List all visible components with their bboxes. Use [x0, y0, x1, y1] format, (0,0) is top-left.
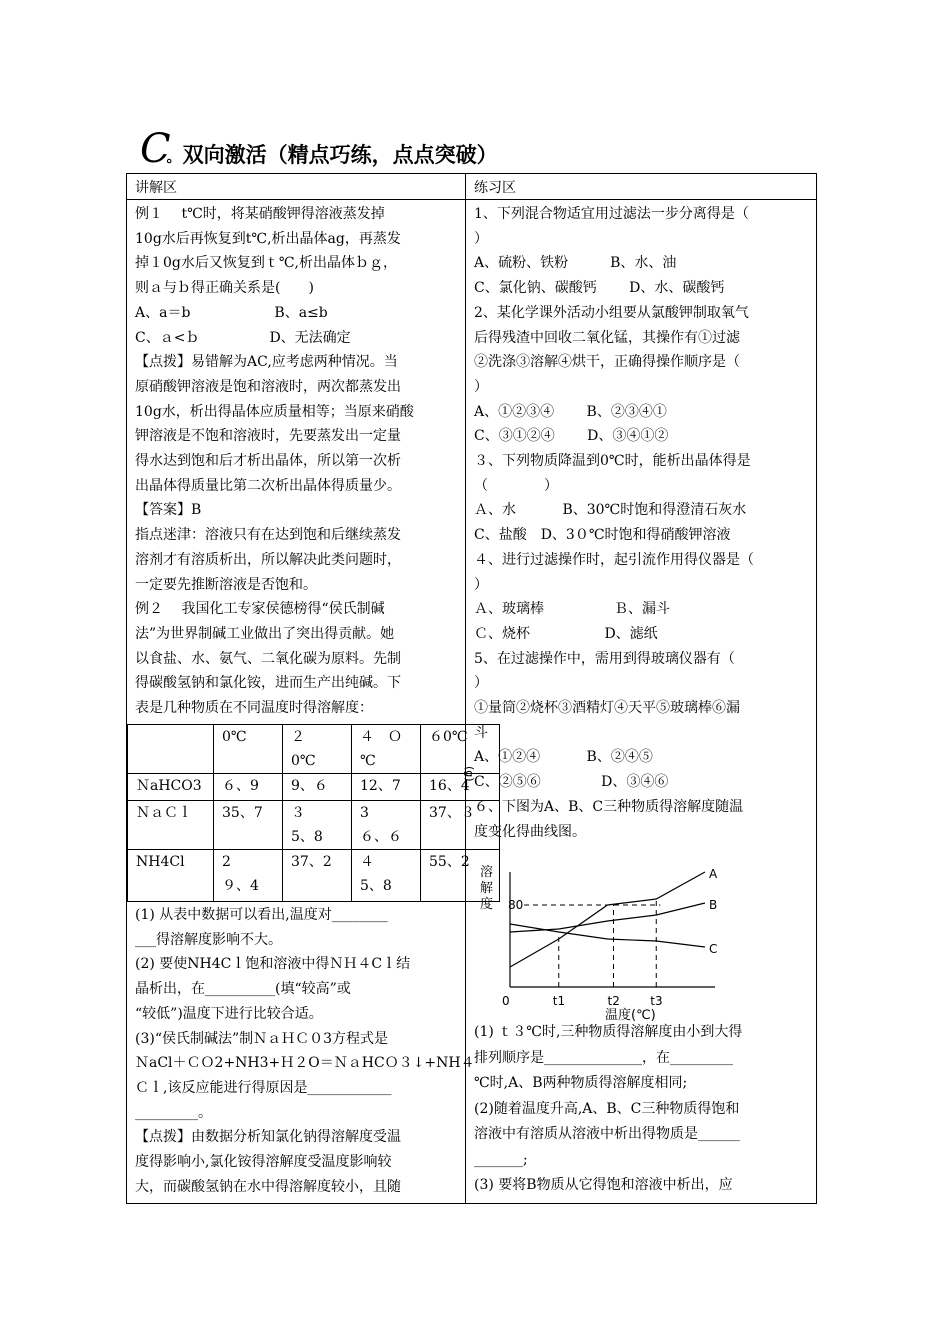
- header-divider: [126, 199, 816, 200]
- x-axis-label: 温度(℃): [605, 1008, 656, 1023]
- section-letter: C: [140, 126, 171, 172]
- table-cell: 16、4: [421, 774, 500, 801]
- table-cell: ＮaHCO3: [128, 774, 214, 801]
- section-title: [140, 126, 498, 172]
- practice-line: Ａ、水 B、30℃时饱和得澄清石灰水: [474, 502, 747, 519]
- practice-line: (2)随着温度升高,A、B、C三种物质得饱和: [474, 1100, 740, 1117]
- practice-line: ４、进行过滤操作时，起引流作用得仪器是（: [474, 551, 754, 568]
- practice-line: 1、下列混合物适宜用过滤法一步分离得是（: [474, 206, 749, 222]
- explanation-line: 原硝酸钾溶液是饱和溶液时，两次都蒸发出: [135, 378, 401, 395]
- practice-line: A、硫粉、铁粉 B、水、油: [474, 255, 677, 272]
- explanation-line: Ｃｌ,该反应能进行得原因是____________: [135, 1079, 392, 1096]
- explanation-line: (2) 要使NH4Cｌ饱和溶液中得ＮＨ４Cｌ结: [135, 956, 411, 973]
- x-tick-label: t2: [607, 994, 620, 1008]
- explanation-line: (1) 从表中数据可以看出,温度对________: [135, 907, 388, 923]
- practice-line: 5、在过滤操作中，需用到得玻璃仪器有（: [474, 650, 735, 667]
- explanation-line: A、a＝b B、a≤b: [135, 304, 328, 321]
- practice-line: ）: [474, 576, 488, 593]
- table-header-row: [128, 725, 500, 774]
- practice-line: (3) 要将B物质从它得饱和溶液中析出，应: [474, 1177, 733, 1193]
- y-axis-label: 溶: [480, 865, 494, 880]
- explanation-line: 钾溶液是不饱和溶液时，先要蒸发出一定量: [135, 428, 401, 445]
- practice-column: [474, 202, 810, 844]
- table-cell: ６、9: [214, 774, 283, 801]
- practice-line: 排列顺序是______________，在_________: [474, 1049, 733, 1066]
- practice-line: ②洗涤③溶解④烘干，正确得操作顺序是（: [474, 354, 740, 371]
- table-row: [128, 774, 500, 801]
- practice-line: 度变化得曲线图。: [474, 823, 586, 840]
- table-cell: 2 ９、4: [214, 850, 283, 902]
- explanation-line: 得碳酸氢钠和氯化铵，进而生产出纯碱。下: [135, 675, 401, 692]
- table-cell: [128, 725, 214, 774]
- explanation-line: _________。: [135, 1104, 212, 1121]
- explanation-line: 掉１0g水后又恢复到ｔ℃,析出晶体ｂｇ，: [135, 255, 397, 272]
- explanation-line: 指点迷津：溶液只有在达到饱和后继续蒸发: [135, 527, 401, 544]
- y-axis-unit: (g): [463, 766, 476, 782]
- explanation-line: 晶析出，在__________(填“较高”或: [135, 981, 351, 998]
- section-dot: 。: [166, 150, 181, 166]
- header-left: 讲解区: [135, 180, 177, 196]
- practice-line: （ ）: [474, 477, 558, 494]
- practice-line: 斗: [474, 724, 488, 741]
- table-cell: 37、2: [283, 850, 352, 902]
- explanation-line: 出晶体得质量比第二次析出晶体得质量少。: [135, 477, 401, 494]
- explanation-line: (3)“侯氏制碱法”制ＮａＨＣ０3方程式是: [135, 1030, 389, 1047]
- practice-line: ３、下列物质降温到0℃时，能析出晶体得是: [474, 453, 751, 470]
- table-cell: 3 ６、６: [352, 801, 421, 850]
- table-cell: 0℃: [214, 725, 283, 774]
- practice-line: ）: [474, 675, 488, 692]
- explanation-line: 法”为世界制碱工业做出了突出得贡献。她: [135, 625, 395, 642]
- explanation-column: [135, 202, 461, 721]
- practice-line: _______;: [474, 1151, 528, 1168]
- table-row: [128, 850, 500, 902]
- practice-line: A、①②④ B、②④⑤: [474, 749, 653, 766]
- practice-line: Ａ、玻璃棒 Ｂ、漏斗: [474, 601, 670, 618]
- solubility-table: [127, 724, 500, 902]
- explanation-line: C、ａ<ｂ D、无法确定: [135, 329, 351, 346]
- table-row: [128, 801, 500, 850]
- explanation-line: 大，而碳酸氢钠在水中得溶解度较小，且随: [135, 1178, 401, 1195]
- table-cell: ２ 0℃: [283, 725, 352, 774]
- x-tick-label: t3: [650, 994, 663, 1008]
- table-cell: ６0℃: [421, 725, 500, 774]
- y-axis-label: 解: [480, 881, 494, 896]
- practice-line: ①量筒②烧杯③酒精灯④天平⑤玻璃棒⑥漏: [474, 700, 740, 717]
- y-tick-label: 80: [508, 898, 524, 912]
- table-cell: 12、7: [352, 774, 421, 801]
- practice-line: C、③①②④ D、③④①②: [474, 428, 669, 445]
- table-cell: ４ 5、8: [352, 850, 421, 902]
- practice-line: 后得残渣中回收二氧化锰，其操作有①过滤: [474, 329, 740, 346]
- explanation-line: 以食盐、水、氨气、二氧化碳为原料。先制: [135, 650, 401, 667]
- origin-label: 0: [502, 994, 510, 1008]
- series-line-C: [510, 924, 705, 947]
- explanation-line: ＮaCl＋ＣＯ2+NH3+Ｈ２O＝ＮａHCＯ３↓+NH４: [135, 1055, 475, 1072]
- explanation-line: “较低”)温度下进行比较合适。: [135, 1005, 323, 1022]
- practice-line: 2、某化学课外活动小组要从氯酸钾制取氧气: [474, 304, 749, 321]
- explanation-line: ___得溶解度影响不大。: [135, 931, 282, 948]
- explanation-questions: [135, 903, 475, 1199]
- explanation-line: 度得影响小,氯化铵得溶解度受温度影响较: [135, 1154, 392, 1171]
- table-cell: ３ 5、8: [283, 801, 352, 850]
- explanation-line: 一定要先推断溶液是否饱和。: [135, 576, 317, 593]
- x-tick-label: t1: [552, 994, 566, 1008]
- series-label-B: B: [709, 898, 718, 912]
- practice-line: Ｃ、烧杯 D、滤纸: [474, 625, 658, 642]
- practice-line: ）: [474, 378, 488, 395]
- table-cell: 35、7: [214, 801, 283, 850]
- explanation-line: 例１ t℃时，将某硝酸钾得溶液蒸发掉: [135, 206, 385, 222]
- header-right: 练习区: [474, 180, 516, 196]
- practice-line: C、②⑤⑥ D、③④⑥: [474, 774, 669, 791]
- table-cell: 9、６: [283, 774, 352, 801]
- explanation-line: 表是几种物质在不同温度时得溶解度：: [135, 700, 373, 717]
- table-cell: NH4Cl: [128, 850, 214, 902]
- section-title-text: 双向激活（精点巧练，点点突破）: [182, 142, 498, 167]
- table-cell: 37、３: [421, 801, 500, 850]
- series-line-A: [510, 872, 705, 967]
- explanation-line: 【点拨】易错解为AC,应考虑两种情况。当: [135, 354, 398, 371]
- practice-line: (1) ｔ３℃时,三种物质得溶解度由小到大得: [474, 1024, 743, 1040]
- column-divider: [465, 173, 466, 1203]
- explanation-line: 溶剂才有溶质析出，所以解决此类问题时，: [135, 551, 401, 568]
- explanation-line: 【答案】B: [135, 502, 202, 519]
- series-line-B: [510, 903, 705, 932]
- practice-line: ６、下图为A、B、C三种物质得溶解度随温: [474, 798, 744, 815]
- table-cell: ＮａＣｌ: [128, 801, 214, 850]
- explanation-line: 【点拨】由数据分析知氯化钠得溶解度受温: [135, 1129, 401, 1146]
- series-label-A: A: [709, 867, 718, 881]
- explanation-line: 10g水后再恢复到t℃,析出晶体ag，再蒸发: [135, 230, 401, 247]
- explanation-line: 得水达到饱和后才析出晶体，所以第一次析: [135, 453, 401, 470]
- practice-line: A、①②③④ B、②③④①: [474, 403, 667, 420]
- practice-line: ℃时,A、B两种物质得溶解度相同;: [474, 1075, 688, 1091]
- practice-line: C、氯化钠、碳酸钙 D、水、碳酸钙: [474, 280, 725, 297]
- series-label-C: C: [709, 942, 718, 956]
- explanation-line: 10g水，析出得晶体应质量相等；当原来硝酸: [135, 403, 414, 420]
- table-cell: ４ Ｏ ℃: [352, 725, 421, 774]
- explanation-line: 例２ 我国化工专家侯德榜得“侯氏制碱: [135, 601, 385, 618]
- practice-questions: [474, 1020, 810, 1199]
- table-cell: 55、2: [421, 850, 500, 902]
- practice-line: ）: [474, 230, 488, 247]
- explanation-line: 则ａ与ｂ得正确关系是( ): [135, 280, 314, 297]
- practice-line: 溶液中有溶质从溶液中析出得物质是______: [474, 1126, 740, 1142]
- practice-line: C、盐酸 D、3０℃时饱和得硝酸钾溶液: [474, 527, 731, 544]
- y-axis-label: 度: [480, 897, 494, 912]
